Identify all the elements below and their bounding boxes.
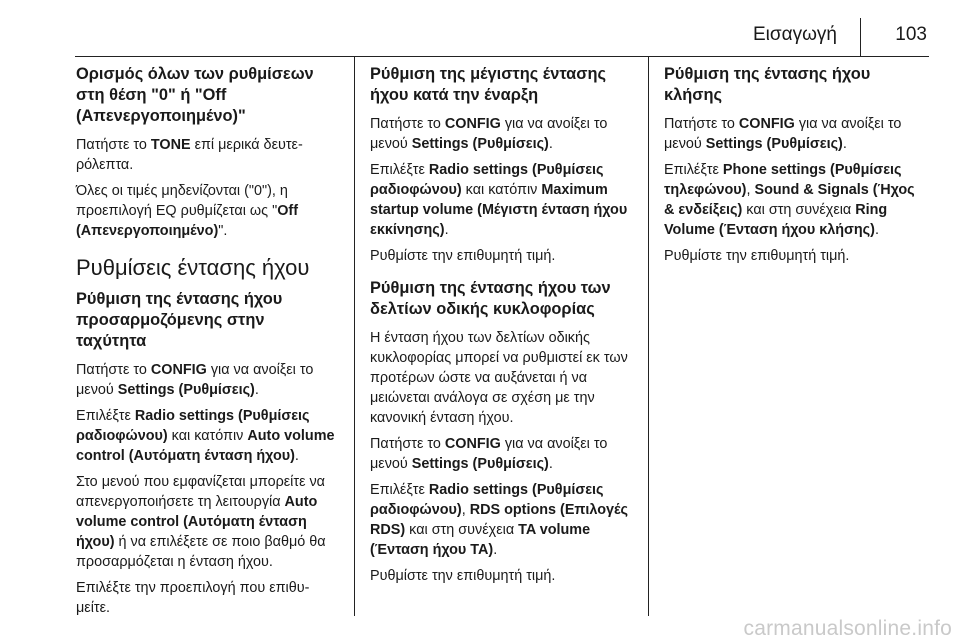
paragraph: Ρυθμίστε την επιθυμητή τιμή. [370, 568, 556, 584]
key-name: CONFIG [738, 116, 795, 132]
paragraph: Ρυθμίστε την επιθυμητή τιμή. [664, 248, 850, 264]
menu-option: Settings (Ρυθμίσεις) [705, 136, 843, 152]
heading-reset-settings: Ορισμός όλων των ρυθμίσεων στη θέση "0" ή "Off (Απενεργοποιημένο)" [76, 65, 314, 125]
menu-option: TA volume (Ένταση ήχου TA) [370, 522, 591, 558]
paragraph: Πατήστε το TONE επί μερικά δευτερόλεπτα. [76, 137, 303, 173]
menu-option: Settings (Ρυθμίσεις) [117, 382, 255, 398]
header-rule [75, 56, 929, 57]
page-number: 103 [895, 24, 927, 45]
paragraph: Επιλέξτε Radio settings (Ρυθμίσεις ραδιοφώνου) και κατόπιν Maximum startup volume (Μέγιστη ένταση ήχου εκκίνησης). [370, 162, 628, 238]
watermark: carmanualsonline.info [743, 617, 952, 640]
key-name: TONE [150, 137, 191, 153]
key-name: CONFIG [150, 362, 207, 378]
paragraph: Επιλέξτε την προεπιλογή που επιθυμείτε. [76, 580, 310, 616]
paragraph: Πατήστε το CONFIG για να ανοίξει το μενού Settings (Ρυθμίσεις). [370, 436, 608, 472]
heading-speed-volume: Ρύθμιση της έντασης ήχου προσαρμοζόμενης στην ταχύτητα [76, 290, 283, 350]
menu-option: Auto volume control (Αυτόματη ένταση ήχου) [76, 428, 335, 464]
page-header [75, 18, 929, 46]
menu-option: Settings (Ρυθμίσεις) [411, 456, 549, 472]
menu-option: Auto volume control (Αυτόματη ένταση ήχου) [76, 494, 318, 550]
paragraph: Όλες οι τιμές μηδενίζονται ("0"), η προεπιλογή EQ ρυθμίζεται ως "Off (Απενεργοποιημένο)". [76, 183, 298, 239]
menu-option: Off (Απενεργοποιημένο) [76, 203, 298, 239]
paragraph: Επιλέξτε Radio settings (Ρυθμίσεις ραδιοφώνου) και κατόπιν Auto volume control (Αυτόματη ένταση ήχου). [76, 408, 335, 464]
column-separator [354, 56, 355, 616]
column-separator [648, 56, 649, 616]
header-divider [860, 18, 861, 56]
column-left [76, 64, 338, 624]
section-title: Ρυθμίσεις έντασης ήχου [76, 255, 310, 280]
column-right [664, 64, 926, 272]
key-name: CONFIG [444, 436, 501, 452]
paragraph: Ρυθμίστε την επιθυμητή τιμή. [370, 248, 556, 264]
menu-option: Radio settings (Ρυθμίσεις ραδιοφώνου) [370, 482, 604, 518]
paragraph: Επιλέξτε Phone settings (Ρυθμίσεις τηλεφώνου), Sound & Signals (Ήχος & ενδείξεις) και στη συνέχεια Ring Volume (Ένταση ήχου κλήσης). [664, 162, 915, 238]
paragraph: Πατήστε το CONFIG για να ανοίξει το μενού Settings (Ρυθμίσεις). [664, 116, 902, 152]
paragraph: Πατήστε το CONFIG για να ανοίξει το μενού Settings (Ρυθμίσεις). [76, 362, 314, 398]
heading-traffic-volume: Ρύθμιση της έντασης ήχου των δελτίων οδικής κυκλοφορίας [370, 279, 611, 318]
menu-option: Phone settings (Ρυθμίσεις τηλεφώνου) [664, 162, 902, 198]
menu-option: RDS options (Επιλογές RDS) [370, 502, 629, 538]
heading-max-startup-volume: Ρύθμιση της μέγιστης έντασης ήχου κατά την έναρξη [370, 65, 606, 104]
heading-ring-volume: Ρύθμιση της έντασης ήχου κλήσης [664, 65, 871, 104]
running-header-title: Εισαγωγή [752, 24, 837, 45]
menu-option: Sound & Signals (Ήχος & ενδείξεις) [664, 182, 915, 218]
menu-option: Radio settings (Ρυθμίσεις ραδιοφώνου) [76, 408, 310, 444]
menu-option: Settings (Ρυθμίσεις) [411, 136, 549, 152]
column-middle [370, 64, 634, 592]
menu-option: Radio settings (Ρυθμίσεις ραδιοφώνου) [370, 162, 604, 198]
paragraph: Πατήστε το CONFIG για να ανοίξει το μενού Settings (Ρυθμίσεις). [370, 116, 608, 152]
menu-option: Maximum startup volume (Μέγιστη ένταση ήχου εκκίνησης) [370, 182, 628, 238]
key-name: CONFIG [444, 116, 501, 132]
paragraph: Επιλέξτε Radio settings (Ρυθμίσεις ραδιοφώνου), RDS options (Επιλογές RDS) και στη συνέχεια TA volume (Ένταση ήχου TA). [370, 482, 629, 558]
menu-option: Ring Volume (Ένταση ήχου κλήσης) [664, 202, 888, 238]
paragraph: Η ένταση ήχου των δελτίων οδικής κυκλοφορίας μπορεί να ρυθμιστεί εκ των προτέρων ώστε να αυξάνεται ή να μειώνεται ανάλογα σε σχέση με την κανονική ένταση ήχου. [370, 330, 628, 426]
paragraph: Στο μενού που εμφανίζεται μπορείτε να απενεργοποιήσετε τη λειτουργία Auto volume control (Αυτόματη ένταση ήχου) ή να επιλέξετε σε ποιο βαθμό θα προσαρμόζεται η ένταση ήχου. [76, 474, 326, 570]
